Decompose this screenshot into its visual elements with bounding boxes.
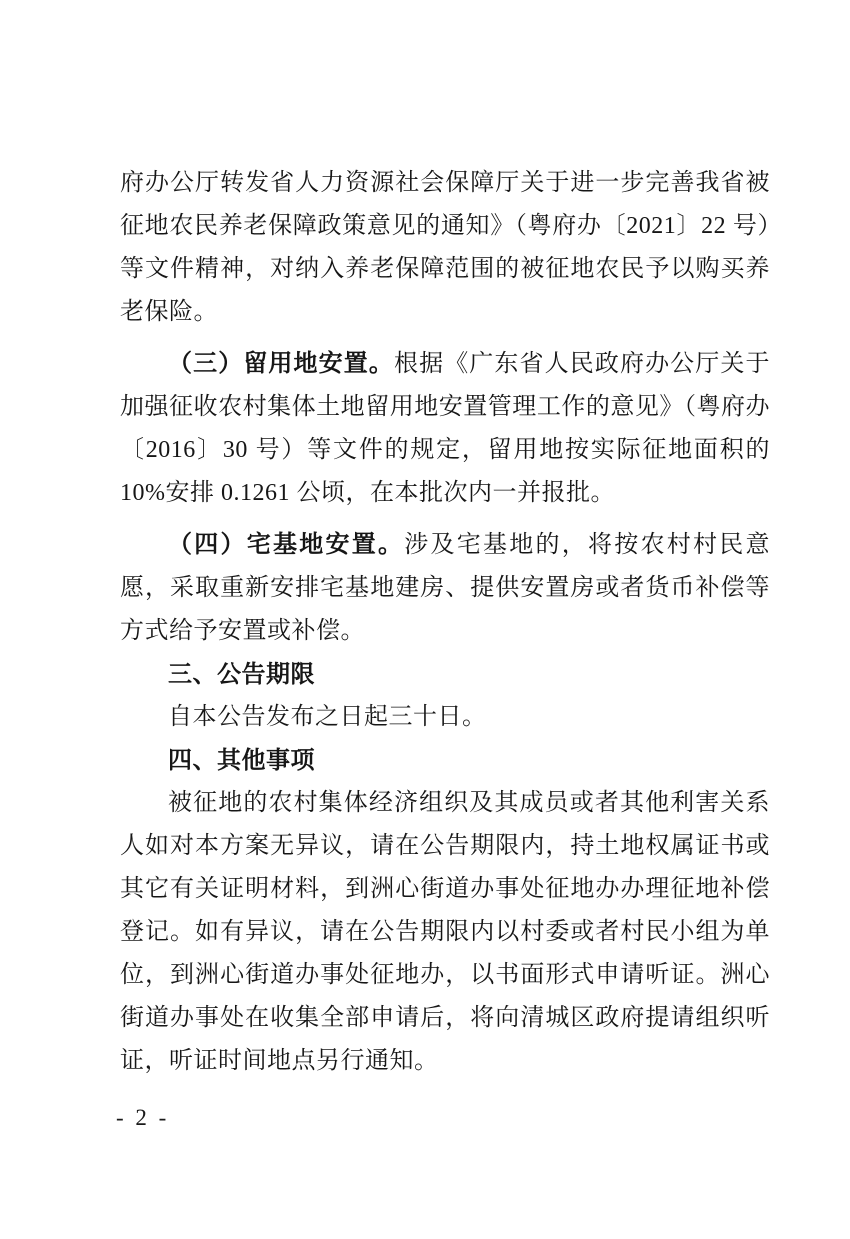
section-heading-announcement-period: 三、公告期限 [168, 661, 315, 688]
paragraph-item-retained-land [120, 342, 770, 515]
paragraph-pension-continuation [120, 162, 770, 334]
paragraph-announcement-period: 自本公告发布之日起三十日。 [168, 704, 487, 730]
item-homestead-text: 涉及宅基地的，将按农村村民意愿，采取重新安排宅基地建房、提供安置房或者货币补偿等方式给予安置或补偿。 [120, 532, 770, 644]
document-body [120, 162, 770, 1083]
paragraph-other-matters: 被征地的农村集体经济组织及其成员或者其他利害关系人如对本方案无异议，请在公告期限内，持土地权属证书或其它有关证明材料，到洲心街道办事处征地办办理征地补偿登记。如有异议，请在公告期限内以村委或者村民小组为单位，到洲心街道办事处征地办，以书面形式申请听证。洲心街道办事处在收集全部申请后，将向清城区政府提请组织听证，听证时间地点另行通知。 [120, 790, 770, 1074]
item-retained-land-lead: （三）留用地安置。 [168, 350, 394, 377]
item-retained-land-text: 根据《广东省人民政府办公厅关于加强征收农村集体土地留用地安置管理工作的意见》（粤府办〔2016〕30 号）等文件的规定，留用地按实际征地面积的 10%安排 0.1261 公顷，在本批次内一并报批。 [120, 351, 771, 506]
paragraph-pension-continuation-text: 府办公厅转发省人力资源社会保障厅关于进一步完善我省被征地农民养老保障政策意见的通知》（粤府办〔2021〕22 号）等文件精神，对纳入养老保障范围的被征地农民予以购买养老保险。 [120, 170, 770, 325]
paragraph-item-homestead [120, 523, 770, 653]
section-heading-other-matters: 四、其他事项 [168, 747, 315, 774]
item-homestead-lead: （四）宅基地安置。 [168, 531, 405, 558]
page-number: - 2 - [116, 1105, 170, 1130]
